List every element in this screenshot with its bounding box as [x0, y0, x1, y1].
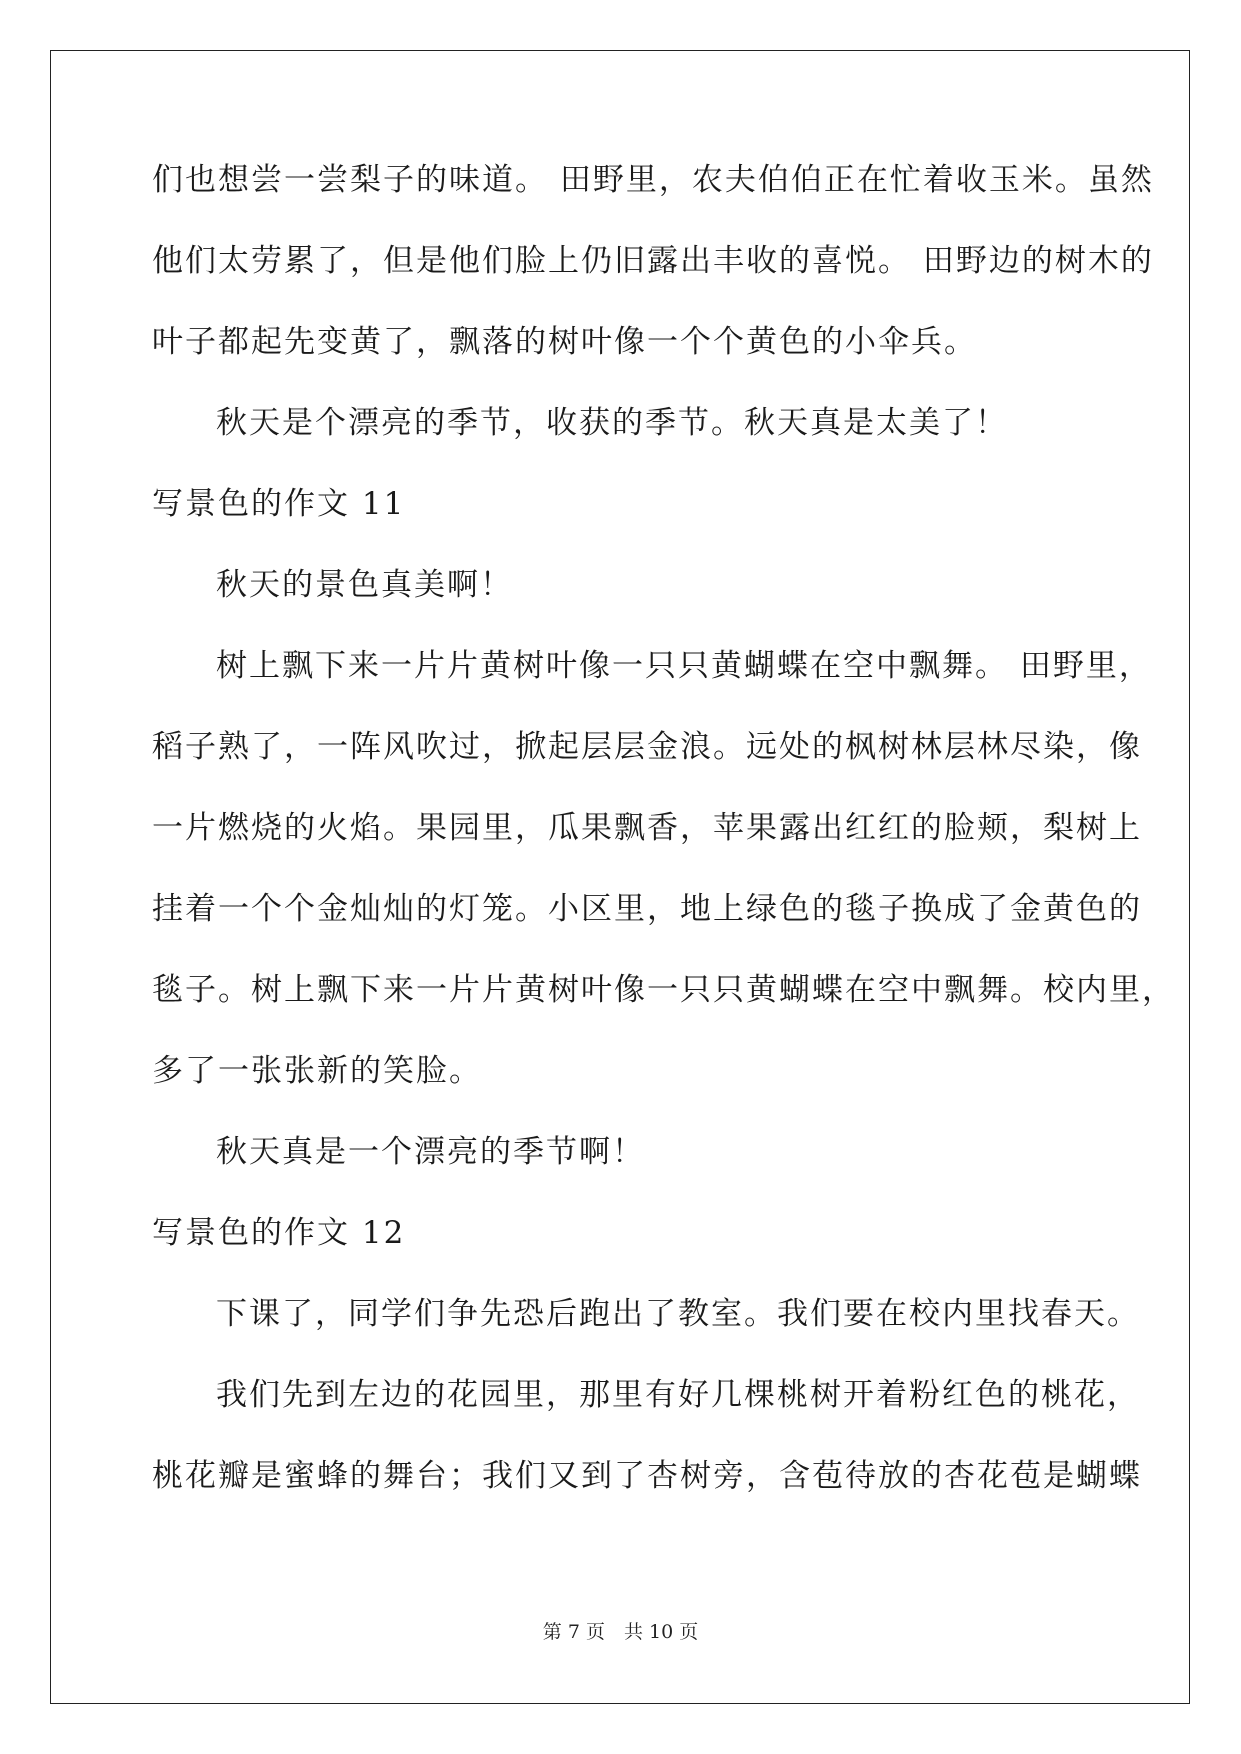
text-line: 我们先到左边的花园里，那里有好几棵桃树开着粉红色的桃花， [216, 1377, 1140, 1413]
text-line: 下课了，同学们争先恐后跑出了教室。我们要在校内里找春天。 [216, 1296, 1140, 1332]
section-heading: 写景色的作文 12 [152, 1215, 406, 1251]
section-heading: 写景色的作文 11 [152, 486, 406, 522]
text-line: 们也想尝一尝梨子的味道。 田野里，农夫伯伯正在忙着收玉米。虽然 [152, 162, 1154, 198]
text-line: 秋天是个漂亮的季节，收获的季节。秋天真是太美了！ [216, 405, 1008, 441]
text-line: 叶子都起先变黄了，飘落的树叶像一个个黄色的小伞兵。 [152, 324, 977, 360]
text-line: 一片燃烧的火焰。果园里，瓜果飘香，苹果露出红红的脸颊，梨树上 [152, 810, 1142, 846]
text-line: 毯子。树上飘下来一片片黄树叶像一只只黄蝴蝶在空中飘舞。校内里， [152, 972, 1175, 1008]
document-body [152, 160, 1175, 1537]
text-line: 秋天的景色真美啊！ [216, 567, 513, 603]
text-line: 树上飘下来一片片黄树叶像一只只黄蝴蝶在空中飘舞。 田野里， [216, 648, 1152, 684]
text-line: 他们太劳累了，但是他们脸上仍旧露出丰收的喜悦。 田野边的树木的 [152, 243, 1154, 279]
text-line: 稻子熟了，一阵风吹过，掀起层层金浪。远处的枫树林层林尽染，像 [152, 729, 1142, 765]
text-line: 秋天真是一个漂亮的季节啊！ [216, 1134, 645, 1170]
page-number-footer: 第 7 页 共 10 页 [542, 1621, 699, 1643]
text-line: 桃花瓣是蜜蜂的舞台；我们又到了杏树旁，含苞待放的杏花苞是蝴蝶 [152, 1458, 1142, 1494]
text-line: 挂着一个个金灿灿的灯笼。小区里，地上绿色的毯子换成了金黄色的 [152, 891, 1142, 927]
text-line: 多了一张张新的笑脸。 [152, 1053, 482, 1089]
